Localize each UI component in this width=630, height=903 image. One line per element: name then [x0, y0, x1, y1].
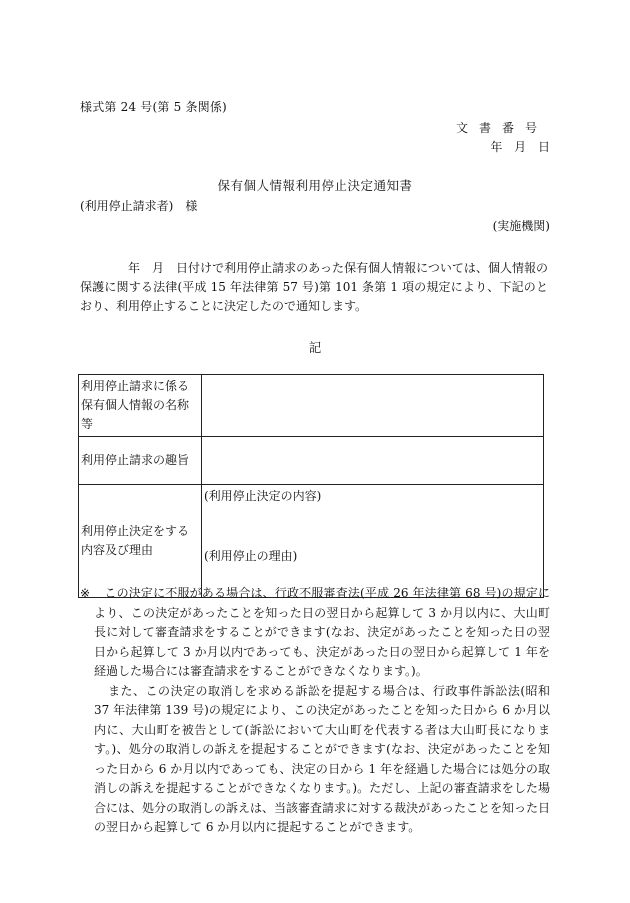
row-value-request-purpose	[202, 437, 544, 485]
decision-reason-label: (利用停止の理由)	[204, 549, 298, 563]
table-row	[79, 485, 544, 598]
note-text-1: この決定に不服がある場合は、行政不服審査法(平成 26 年法律第 68 号)の規定により、この決定があったことを知った日の翌日から起算して 3 か月以内に、大山町長に対して審査請求をすることができます(なお、決定があったことを知った日の翌日から起算して 3 か月以内であっても、決定があった日の翌日から起算して 1 年を経過した場合には審査請求をすることができなくなります。)。	[94, 586, 550, 678]
note-paragraph-2: また、この決定の取消しを求める訴訟を提起する場合は、行政事件訴訟法(昭和 37 年法律第 139 号)の規定により、この決定があったことを知った日から 6 か月以内に、大山町を被告として(訴訟において大山町を代表する者は大山町長になります。)、処分の取消しの訴えを提起することができます(なお、決定があったことを知った日から 6 か月以内であっても、決定の日から 1 年を経過した場合には処分の取消しの訴えを提起することができなくなります。)。ただし、上記の審査請求をした場合には、処分の取消しの訴えは、当該審査請求に対する裁決があったことを知った日の翌日から起算して 6 か月以内に提起することができます。	[94, 683, 550, 834]
row-label-info-name: 利用停止請求に係る保有個人情報の名称等	[79, 375, 202, 437]
table-row	[79, 375, 544, 437]
document-number-label: 文書番号	[455, 121, 548, 135]
notes-section	[80, 584, 550, 838]
row-label-decision-reason: 利用停止決定をする内容及び理由	[79, 485, 202, 598]
ki-heading: 記	[308, 340, 322, 355]
row-value-decision-reason	[202, 485, 544, 598]
table-row	[79, 437, 544, 485]
agency-label: (実施機関)	[492, 219, 550, 233]
date-label: 年 月 日	[490, 140, 550, 154]
note-mark: ※	[80, 586, 91, 600]
row-value-info-name	[202, 375, 544, 437]
note-paragraph-1	[80, 584, 550, 682]
recipient-line: (利用停止請求者) 様	[80, 199, 198, 213]
body-paragraph: 年 月 日付けで利用停止請求のあった保有個人情報については、個人情報の保護に関する法律(平成 15 年法律第 57 号)第 101 条第 1 項の規定により、下記のとおり、利用停止することに決定したので通知します。	[80, 261, 548, 313]
detail-table	[78, 374, 544, 598]
document-title: 保有個人情報利用停止決定通知書	[217, 178, 413, 193]
row-label-request-purpose: 利用停止請求の趣旨	[79, 437, 202, 485]
decision-content-label: (利用停止決定の内容)	[204, 489, 322, 503]
form-number: 様式第 24 号(第 5 条関係)	[80, 100, 227, 114]
